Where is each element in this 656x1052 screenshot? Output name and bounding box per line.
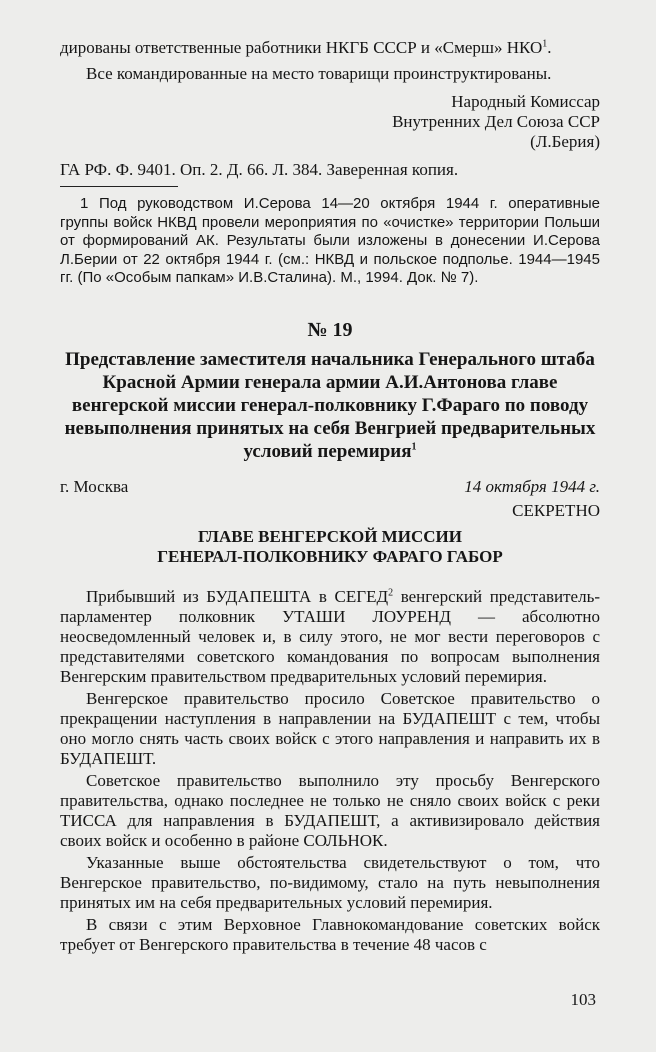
signature-block <box>60 92 600 152</box>
body-paragraph-5: В связи с этим Верховное Главнокомандование советских войск требует от Венгерского правительства в течение 48 часов с <box>60 914 600 954</box>
body-paragraph-4: Указанные выше обстоятельства свидетельствуют о том, что Венгерское правительство, по-видимому, стало на путь невыполнения принятых им на себя предварительных условий перемирия. <box>60 852 600 912</box>
place-date-row <box>60 477 600 497</box>
classification-stamp: СЕКРЕТНО <box>512 500 600 520</box>
continuation-text: дированы ответственные работники НКГБ СССР и «Смерш» НКО <box>60 38 543 57</box>
body-paragraph-3: Советское правительство выполнило эту просьбу Венгерского правительства, однако последнее не только не сняло своих войск с реки ТИССА для направления в БУДАПЕШТ, а активизировало действия своих войск и особенно в районе СОЛЬНОК. <box>60 770 600 850</box>
footnote-divider <box>60 186 178 187</box>
document-date: 14 октября 1944 г. <box>464 476 600 496</box>
footnote-mark: 1 <box>80 195 89 212</box>
page-number: 103 <box>570 990 596 1009</box>
addressee-line-1: ГЛАВЕ ВЕНГЕРСКОЙ МИССИИ <box>198 526 462 546</box>
title-footnote-ref: 1 <box>411 441 417 453</box>
footnote-ref-2: 2 <box>388 586 394 598</box>
footnote <box>60 195 600 288</box>
body-paragraph-2: Венгерское правительство просило Советское правительство о прекращении наступления в направлении на БУДАПЕШТ с тем, чтобы оно могло снять часть своих войск с этого направления и направить их в БУДАПЕШТ. <box>60 688 600 768</box>
body-paragraph-1-start: Прибывший из БУДАПЕШТА в СЕГЕД <box>86 586 389 606</box>
footnote-ref: 1 <box>542 38 548 50</box>
addressee-block <box>60 527 600 567</box>
document-place: г. Москва <box>60 476 129 496</box>
addressee-line-2: ГЕНЕРАЛ-ПОЛКОВНИКУ ФАРАГО ГАБОР <box>157 546 503 566</box>
signature-name: (Л.Берия) <box>530 132 600 151</box>
signature-title-2: Внутренних Дел Союза ССР <box>392 112 600 131</box>
document-title <box>60 348 600 463</box>
body-paragraph-1-rest: венгерский представитель-парламентер полковник УТАШИ ЛОУРЕНД — абсолютно неосведомленный человек и, в силу этого, не мог вести переговоров с представителями советского командования по вопросам выполнения Венгерским правительством предварительных условий перемирия. <box>60 586 600 686</box>
footnote-text: Под руководством И.Серова 14—20 октября 1944 г. оперативные группы войск НКВД провели мероприятия по «очистке» территории Польши от формирований АК. Результаты были изложены в донесении И.Серова Л.Берии от 22 октября 1944 г. (см.: НКВД и польское подполье. 1944—1945 гг. (По «Особым папкам» И.В.Сталина). М., 1994. Док. № 7). <box>60 195 600 286</box>
document-number: № 19 <box>307 318 353 341</box>
instructed-paragraph: Все командированные на место товарищи проинструктированы. <box>86 64 552 83</box>
archive-source: ГА РФ. Ф. 9401. Оп. 2. Д. 66. Л. 384. Заверенная копия. <box>60 160 459 179</box>
continuation-paragraph <box>60 38 600 58</box>
signature-title-1: Народный Комиссар <box>451 92 600 111</box>
document-title-text: Представление заместителя начальника Генерального штаба Красной Армии генерала армии А.И.Антонова главе венгерской миссии генерал-полковнику Г.Фараго по поводу невыполнения принятых на себя Венгрией предварительных условий перемирия <box>64 348 596 462</box>
body-paragraph-1 <box>60 587 600 687</box>
continuation-end: . <box>547 38 552 57</box>
document-body <box>60 587 600 955</box>
